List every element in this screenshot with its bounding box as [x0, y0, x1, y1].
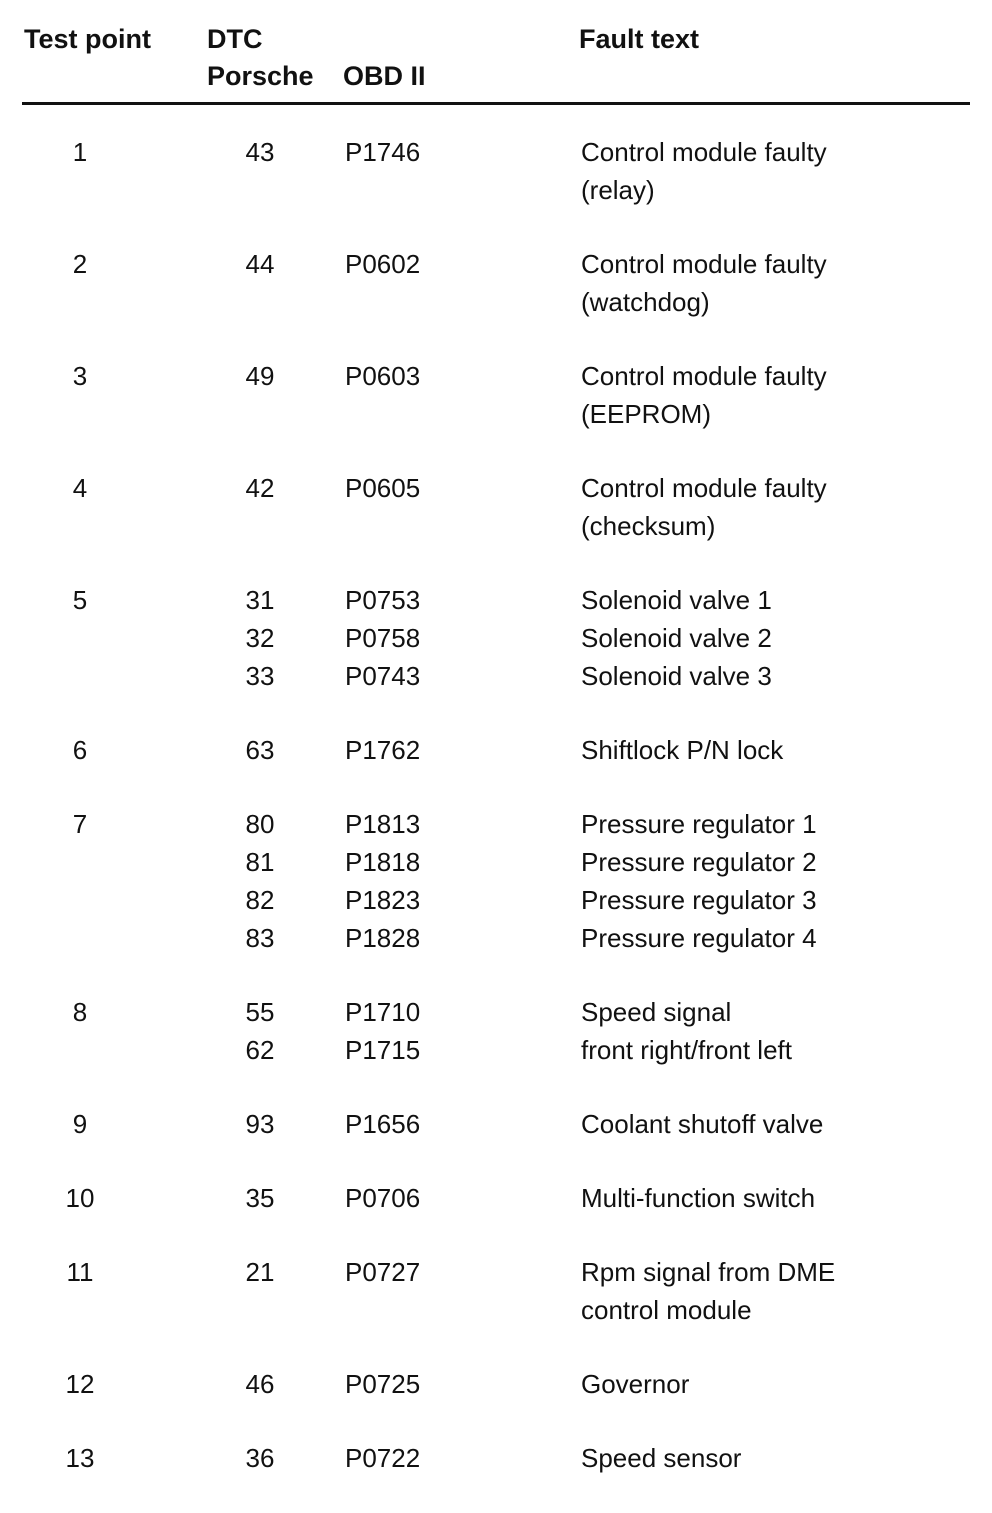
dtc-porsche-cell: 31	[245, 585, 275, 615]
table-row	[0, 657, 992, 695]
test-point-group	[0, 1105, 992, 1143]
table-row	[0, 805, 992, 843]
test-point-cell: 10	[65, 1183, 95, 1213]
test-point-group	[0, 245, 992, 321]
fault-text-cell: (relay)	[581, 175, 655, 205]
table-row	[0, 357, 992, 395]
dtc-porsche-cell: 35	[245, 1183, 275, 1213]
test-point-cell: 3	[72, 361, 88, 391]
dtc-porsche-cell: 62	[245, 1035, 275, 1065]
fault-text-cell: Solenoid valve 2	[581, 623, 772, 653]
fault-text-cell: (checksum)	[581, 511, 716, 541]
test-point-group	[0, 469, 992, 545]
table-row	[0, 1439, 992, 1477]
dtc-obd-cell: P1715	[345, 1035, 421, 1065]
dtc-porsche-cell: 46	[245, 1369, 275, 1399]
dtc-porsche-cell: 63	[245, 735, 275, 765]
test-point-group	[0, 1179, 992, 1217]
table-row	[0, 133, 992, 171]
table-row	[0, 1105, 992, 1143]
test-point-cell: 9	[72, 1109, 88, 1139]
dtc-obd-cell: P1818	[345, 847, 421, 877]
dtc-porsche-cell: 36	[245, 1443, 275, 1473]
fault-text-cell: Solenoid valve 1	[581, 585, 772, 615]
dtc-porsche-cell: 21	[245, 1257, 275, 1287]
table-row	[0, 171, 992, 209]
dtc-obd-cell: P1710	[345, 997, 421, 1027]
table-row	[0, 881, 992, 919]
dtc-porsche-cell: 44	[245, 249, 275, 279]
test-point-cell: 12	[65, 1369, 95, 1399]
test-point-cell: 13	[65, 1443, 95, 1473]
dtc-obd-cell: P1656	[345, 1109, 421, 1139]
test-point-group	[0, 731, 992, 769]
dtc-obd-cell: P0753	[345, 585, 421, 615]
fault-text-cell: Control module faulty	[581, 249, 827, 279]
dtc-porsche-cell: 81	[245, 847, 275, 877]
fault-text-cell: Solenoid valve 3	[581, 661, 772, 691]
dtc-obd-cell: P1762	[345, 735, 421, 765]
table-row	[0, 1365, 992, 1403]
test-point-cell: 2	[72, 249, 88, 279]
fault-text-cell: Governor	[581, 1369, 690, 1399]
fault-text-cell: (watchdog)	[581, 287, 710, 317]
test-point-cell: 8	[72, 997, 88, 1027]
test-point-group	[0, 1439, 992, 1477]
dtc-obd-cell: P0605	[345, 473, 421, 503]
test-point-group	[0, 805, 992, 957]
table-row	[0, 245, 992, 283]
fault-text-cell: Control module faulty	[581, 137, 827, 167]
fault-text-cell: control module	[581, 1295, 752, 1325]
test-point-group	[0, 1365, 992, 1403]
test-point-cell: 4	[72, 473, 88, 503]
test-point-cell: 1	[72, 137, 88, 167]
dtc-porsche-cell: 55	[245, 997, 275, 1027]
test-point-cell: 5	[72, 585, 88, 615]
table-row	[0, 395, 992, 433]
test-point-group	[0, 581, 992, 695]
test-point-group	[0, 1253, 992, 1329]
test-point-cell: 7	[72, 809, 88, 839]
test-point-group	[0, 993, 992, 1069]
table-row	[0, 1253, 992, 1291]
dtc-porsche-cell: 33	[245, 661, 275, 691]
table-row	[0, 507, 992, 545]
fault-text-cell: Pressure regulator 3	[581, 885, 817, 915]
table-row	[0, 1291, 992, 1329]
fault-text-cell: Control module faulty	[581, 361, 827, 391]
dtc-obd-cell: P0725	[345, 1369, 421, 1399]
fault-text-cell: Pressure regulator 1	[581, 809, 817, 839]
dtc-porsche-cell: 32	[245, 623, 275, 653]
table-row	[0, 731, 992, 769]
fault-text-cell: Coolant shutoff valve	[581, 1109, 824, 1139]
test-point-group	[0, 133, 992, 209]
dtc-porsche-cell: 42	[245, 473, 275, 503]
dtc-obd-cell: P0727	[345, 1257, 421, 1287]
table-row	[0, 581, 992, 619]
dtc-porsche-cell: 49	[245, 361, 275, 391]
fault-text-cell: Control module faulty	[581, 473, 827, 503]
table-row	[0, 919, 992, 957]
dtc-obd-cell: P1813	[345, 809, 421, 839]
dtc-porsche-cell: 80	[245, 809, 275, 839]
table-row	[0, 1179, 992, 1217]
test-point-cell: 6	[72, 735, 88, 765]
fault-text-cell: Rpm signal from DME	[581, 1257, 836, 1287]
fault-text-cell: Speed sensor	[581, 1443, 742, 1473]
test-point-group	[0, 357, 992, 433]
table-body	[0, 133, 992, 1513]
dtc-obd-cell: P0706	[345, 1183, 421, 1213]
table-row	[0, 993, 992, 1031]
fault-text-cell: Multi-function switch	[581, 1183, 816, 1213]
header-porsche: Porsche	[207, 61, 314, 91]
header-dtc: DTC	[207, 24, 263, 54]
header-divider	[22, 102, 970, 105]
dtc-obd-cell: P0722	[345, 1443, 421, 1473]
dtc-obd-cell: P1823	[345, 885, 421, 915]
fault-text-cell: Shiftlock P/N lock	[581, 735, 784, 765]
fault-text-cell: front right/front left	[581, 1035, 792, 1065]
dtc-obd-cell: P0603	[345, 361, 421, 391]
dtc-porsche-cell: 93	[245, 1109, 275, 1139]
dtc-obd-cell: P1746	[345, 137, 421, 167]
table-row	[0, 469, 992, 507]
dtc-obd-cell: P0602	[345, 249, 421, 279]
fault-text-cell: Speed signal	[581, 997, 732, 1027]
dtc-obd-cell: P0758	[345, 623, 421, 653]
dtc-porsche-cell: 82	[245, 885, 275, 915]
table-row	[0, 1031, 992, 1069]
header-test-point: Test point	[24, 24, 151, 54]
fault-text-cell: Pressure regulator 2	[581, 847, 817, 877]
dtc-porsche-cell: 43	[245, 137, 275, 167]
header-fault-text: Fault text	[579, 24, 700, 54]
dtc-obd-cell: P1828	[345, 923, 421, 953]
dtc-obd-cell: P0743	[345, 661, 421, 691]
table-row	[0, 843, 992, 881]
table-row	[0, 619, 992, 657]
table-row	[0, 283, 992, 321]
fault-text-cell: (EEPROM)	[581, 399, 711, 429]
dtc-porsche-cell: 83	[245, 923, 275, 953]
header-obd: OBD II	[343, 61, 426, 91]
test-point-cell: 11	[66, 1257, 94, 1287]
fault-text-cell: Pressure regulator 4	[581, 923, 817, 953]
